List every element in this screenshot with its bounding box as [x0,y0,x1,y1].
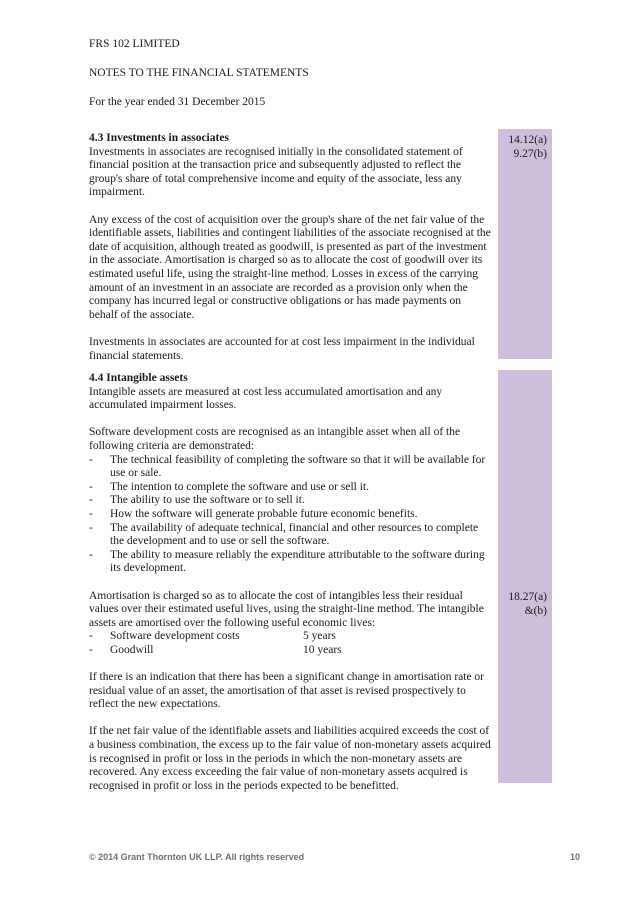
list-item: - How the software will generate probable future economic benefits. [89,507,418,520]
list-item: - Software development costs 5 years [89,630,336,643]
paragraph: Software development costs are recognised as an intangible asset when all of the following criteria are demonstrated: [89,426,461,452]
company-name: FRS 102 LIMITED [89,38,180,50]
list-item: - The availability of adequate technical, financial and other resources to complete the development and to use or sell the software. [89,521,479,548]
reference-gutter-intangibles [498,370,552,783]
paragraph: Amortisation is charged so as to allocate the cost of intangibles less their residual values over their estimated useful lives, using the straight-line method. The intangible assets are amortised over the following useful economic lives: [89,589,484,629]
paragraph: If there is an indication that there has been a significant change in amortisation rate or residual value of an asset, the amortisation of that asset is revised prospectively to reflect the new expectations. [89,671,485,711]
section-intangible-assets [89,372,492,793]
reference-associates-2: 9.27(b) [513,148,547,160]
paragraph: Investments in associates are recognised initially in the consolidated statement of financial position at the transaction price and subsequently adjusted to reflect the group's share of total comprehensive income and equity of the associate, less any impairment. [89,145,463,199]
paragraph: Investments in associates are accounted for at cost less impairment in the individual financial statements. [89,335,475,362]
reference-associates-1: 14.12(a) [508,134,547,146]
criteria-list [89,454,492,576]
notes-title: NOTES TO THE FINANCIAL STATEMENTS [89,67,309,79]
section-heading: 4.3 Investments in associates [89,132,229,144]
footer-copyright: © 2014 Grant Thornton UK LLP. All rights reserved [89,852,305,862]
list-item: - The intention to complete the software and use or sell it. [89,480,369,493]
list-item: - The technical feasibility of completing the software so that it will be available for use or sale. [89,453,486,480]
list-item: - The ability to use the software or to sell it. [89,494,305,507]
reference-intangibles-2: &(b) [524,605,547,617]
paragraph: If the net fair value of the identifiable assets and liabilities acquired exceeds the cost of a business combination, the excess up to the fair value of non-monetary assets acquired is recognised in profit or loss in the periods in which the non-monetary assets are recovered. Any excess exceeding the fair value of non-monetary assets acquired is recognised in profit or loss in the periods expected to be benefitted. [89,725,491,792]
paragraph: Intangible assets are measured at cost less accumulated amortisation and any accumulated impairment losses. [89,385,443,412]
useful-lives-list [89,630,492,657]
page-number: 10 [569,852,580,862]
list-item: - Goodwill 10 years [89,643,342,656]
reference-gutter-associates [498,129,552,359]
reference-intangibles-1: 18.27(a) [508,591,547,603]
period-line: For the year ended 31 December 2015 [89,96,266,108]
section-investments-in-associates [89,132,492,363]
list-item: - The ability to measure reliably the expenditure attributable to the software during its development. [89,548,485,575]
section-heading: 4.4 Intangible assets [89,372,188,384]
paragraph: Any excess of the cost of acquisition over the group's share of the net fair value of the identifiable assets, liabilities and contingent liabilities of the associate recognised at the date of acquisition, although treated as goodwill, is presented as part of the investment in the associate. Amortisation is charged so as to allocate the cost of goodwill over its estimated useful life, using the straight-line method. Losses in excess of the carrying amount of an investment in an associate are recorded as a provision only when the company has incurred legal or constructive obligations or has made payments on behalf of the associate. [89,213,491,321]
